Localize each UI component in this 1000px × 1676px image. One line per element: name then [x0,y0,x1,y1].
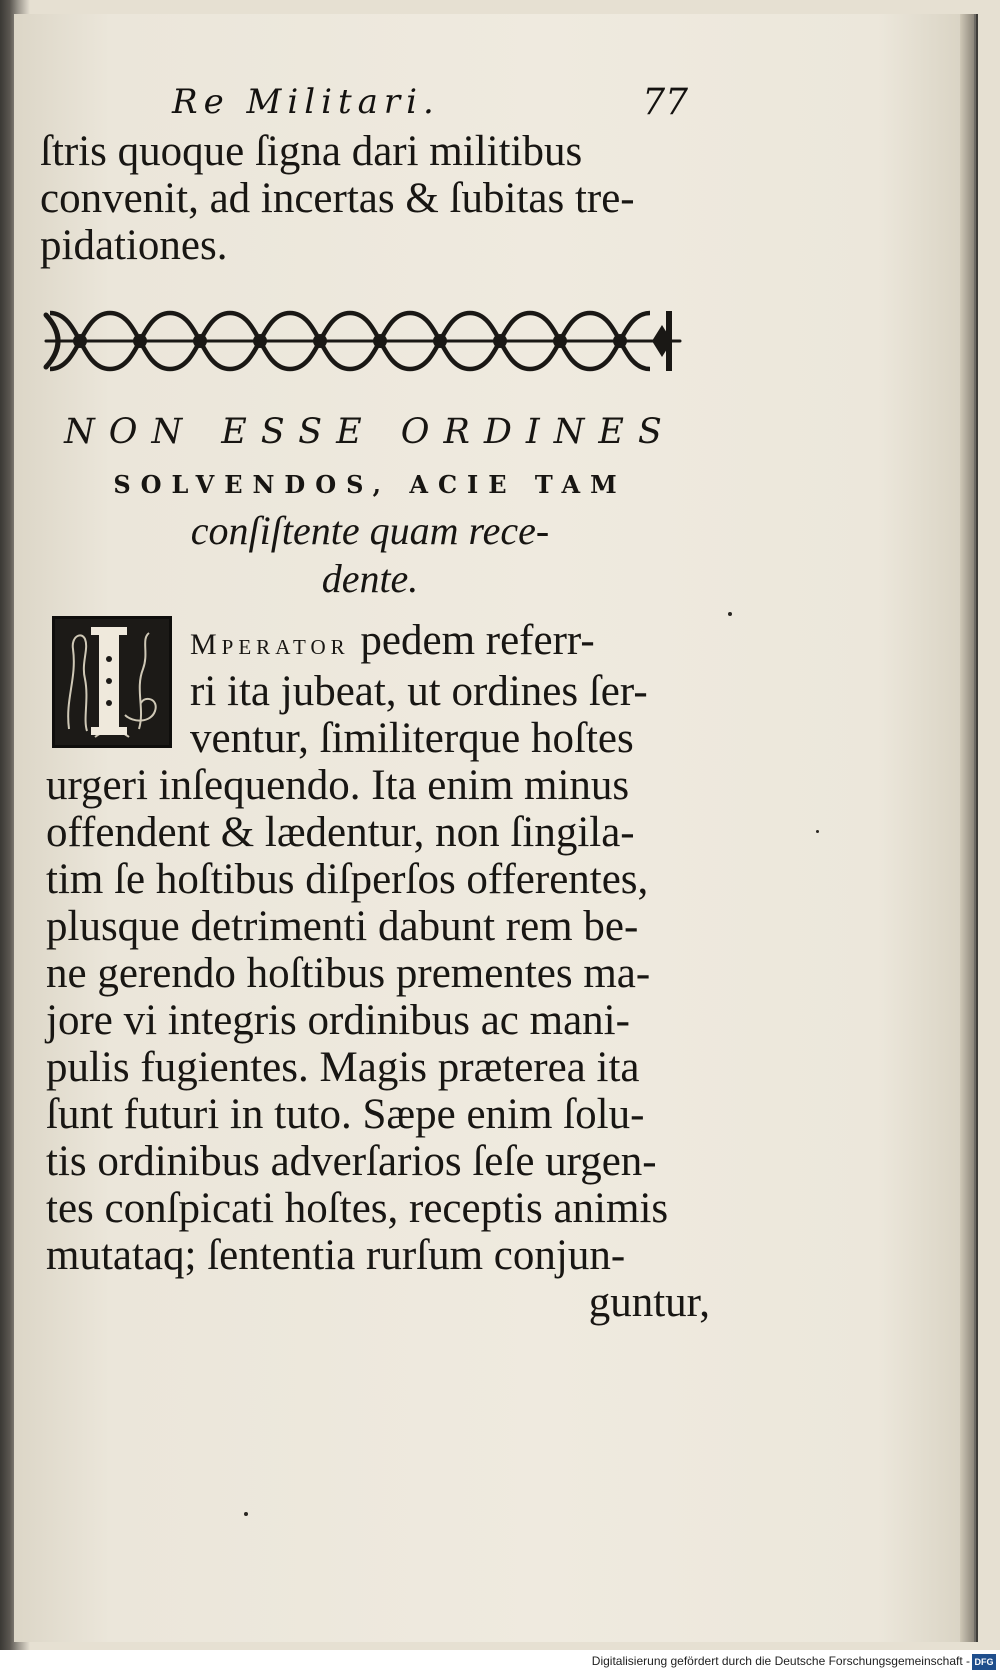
text-line: pulis fugientes. Magis præterea ita [46,1044,640,1091]
text-line: plusque detrimenti dabunt rem be- [46,903,639,950]
page-number: 77 [642,82,688,123]
text-line: pidationes. [40,222,228,269]
continuation-text [40,128,700,269]
text-line [46,617,706,668]
paper-speck [728,612,732,616]
text-line: ſunt futuri in tuto. Sæpe enim ſolu- [46,1091,645,1138]
text-line: mutataq; ſententia rurſum conjun- [46,1232,626,1279]
paper-speck [244,1512,248,1516]
initial-letter: I [106,688,112,703]
ornament-band [40,305,688,377]
text-line: tim ſe hoſtibus diſperſos offerentes, [46,856,649,903]
chapter-heading-line-2: SOLVENDOS, ACIE TAM [113,470,627,499]
text-line: tis ordinibus adverſarios ſeſe urgen- [46,1138,657,1185]
body-paragraph [46,617,706,1279]
first-word-smallcaps: Mperator [190,628,350,661]
text-line: jore vi integris ordinibus ac mani- [46,997,630,1044]
dfg-logo-icon: DFG [972,1654,996,1670]
running-head [172,82,712,132]
text-line: tes conſpicati hoſtes, receptis animis [46,1185,669,1232]
text-line: ne gerendo hoſtibus prementes ma- [46,950,651,997]
text-line: urgeri inſequendo. Ita enim minus [46,762,630,809]
text-line-rest: pedem referr- [349,617,595,664]
page-edge-shadow [960,14,974,1642]
paper-speck [816,830,819,833]
text-line: ri ita jubeat, ut ordines ſer- [190,668,648,715]
digitization-footer [0,1650,1000,1676]
heading-italic-line: dente. [321,556,419,601]
text-line: offendent & lædentur, non ſingila- [46,809,635,856]
ornament-band-icon [40,305,688,377]
running-head-title: Re Militari. [172,82,440,122]
chapter-heading-line-3 [40,507,700,603]
chapter-heading-line-1: NON ESSE ORDINES [64,412,676,452]
catchword: guntur, [588,1279,710,1326]
text-line: convenit, ad incertas & ſubitas tre- [40,175,635,222]
heading-italic-line: conſiſtente quam rece- [190,508,550,553]
text-line: ventur, ſimiliterque hoſtes [190,715,634,762]
text-line: ſtris quoque ſigna dari militibus [40,128,583,175]
footer-credit: Digitalisierung gefördert durch die Deutsche Forschungsgemeinschaft - [591,1654,970,1668]
